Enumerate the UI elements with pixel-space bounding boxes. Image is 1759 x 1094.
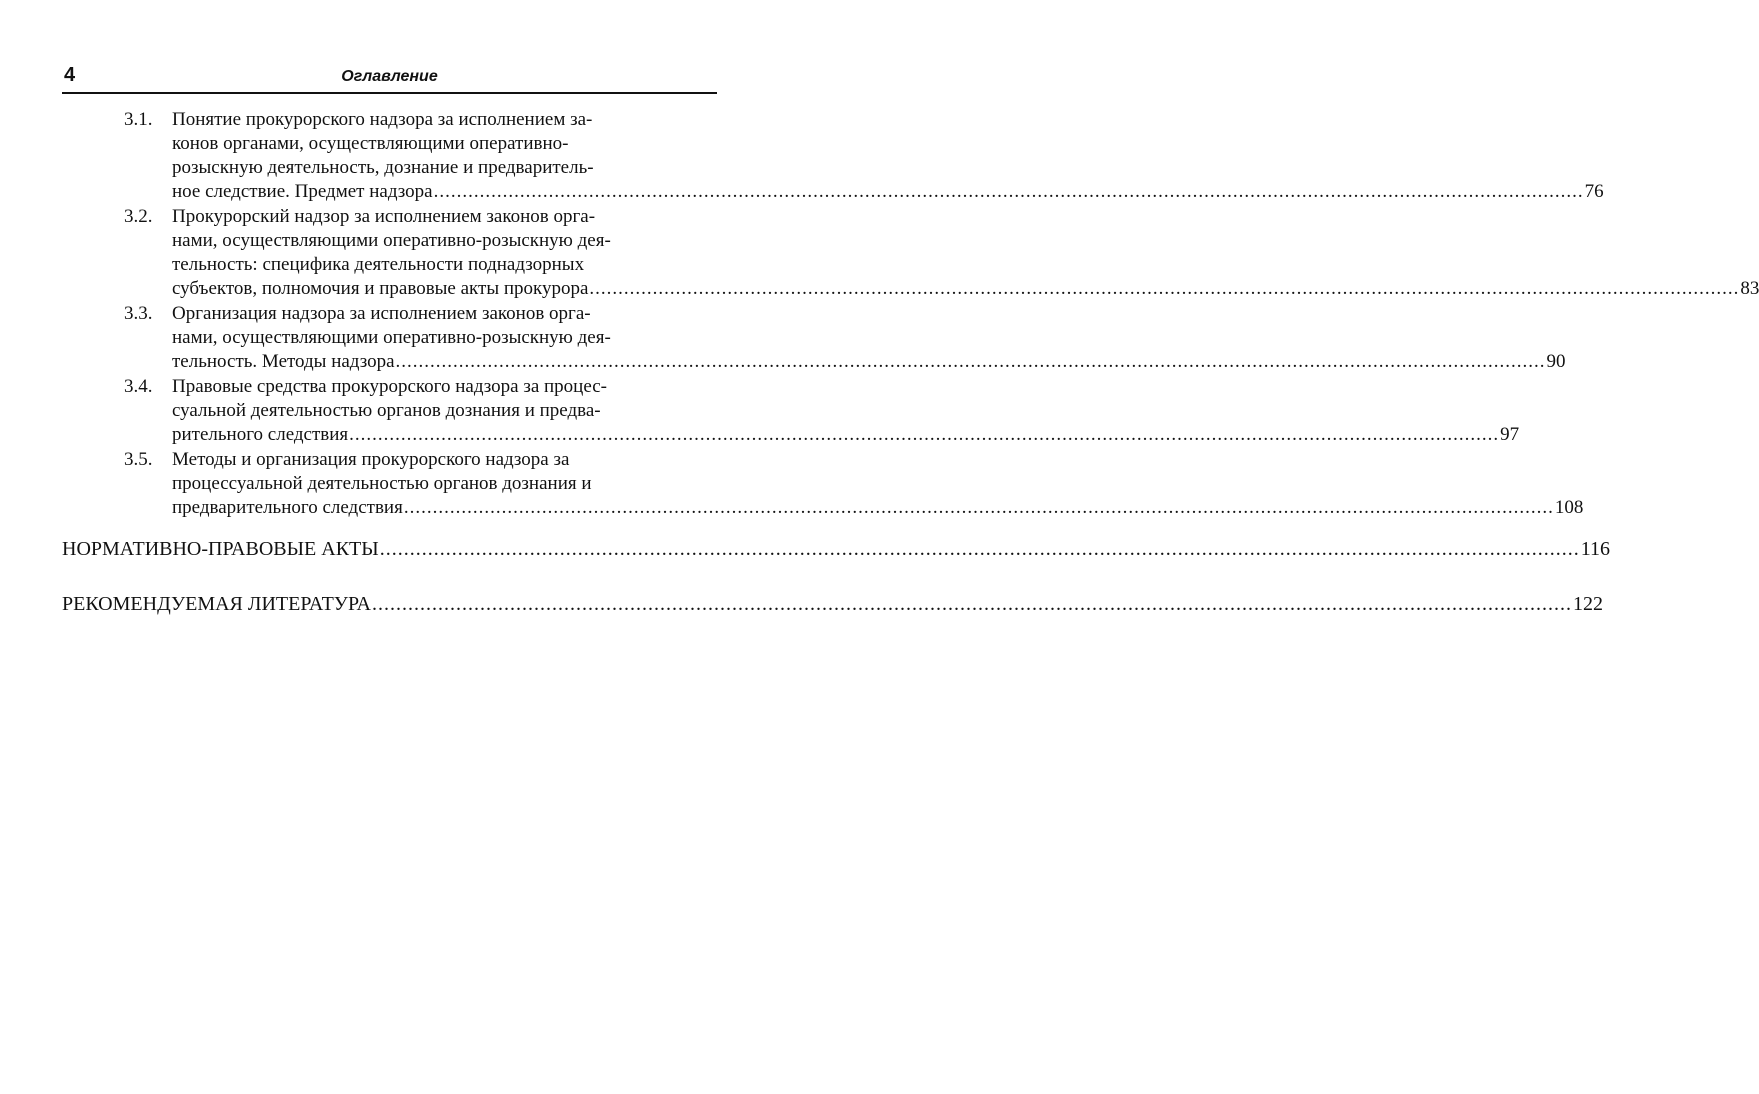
toc-entry-3-5 (62, 448, 1584, 520)
toc-entry-number: 3.3. (124, 303, 153, 324)
toc-entry-number: 3.5. (124, 449, 153, 470)
toc-page-number: 122 (1572, 593, 1603, 615)
toc-entry-line: Методы и организация прокурорского надзора за (172, 449, 570, 470)
dot-leader: ........................................................................................................................................................................................................ (403, 497, 1554, 518)
toc-entry-title (172, 448, 1584, 520)
dot-leader: ........................................................................................................................................................................................................ (371, 593, 1572, 615)
toc-entry-last-line (172, 277, 1759, 301)
dot-leader: ........................................................................................................................................................................................................ (433, 181, 1584, 202)
toc-entry-recommended-literature (62, 591, 1603, 617)
toc-entry-last-line (172, 180, 1604, 204)
page-number: 4 (64, 64, 76, 86)
dot-leader: ........................................................................................................................................................................................................ (349, 424, 1500, 445)
toc-entry-number: 3.4. (124, 376, 153, 397)
toc-entry-line: предварительного следствия (172, 497, 403, 518)
toc-entry-3-3 (62, 302, 1566, 374)
toc-entry-line: суальной деятельностью органов дознания и предва- (172, 400, 601, 421)
toc-entry-line: рительного следствия (172, 424, 349, 445)
toc-entry-normative-acts (62, 536, 1610, 562)
toc-entry-last-line (172, 423, 1520, 447)
toc-entry-line: ное следствие. Предмет надзора (172, 181, 433, 202)
toc-entry-title (172, 302, 1566, 374)
toc-entry-line: Организация надзора за исполнением законов орга- (172, 303, 591, 324)
toc-entry-line: субъектов, полномочия и правовые акты прокурора (172, 278, 589, 299)
toc-entry-title (172, 108, 1604, 204)
page-header (62, 62, 717, 94)
toc-entry-3-2 (62, 205, 1759, 301)
running-title: Оглавление (341, 68, 438, 85)
dot-leader: ........................................................................................................................................................................................................ (379, 538, 1580, 560)
toc-page-number: 76 (1584, 181, 1604, 202)
toc-page-number: 116 (1580, 538, 1610, 560)
toc-entry-last-line (172, 496, 1584, 520)
toc-entry-3-4 (62, 375, 1520, 447)
toc-entry-line: тельность: специфика деятельности поднадзорных (172, 254, 585, 275)
toc-entry-line: конов органами, осуществляющими оперативно- (172, 133, 569, 154)
dot-leader: ........................................................................................................................................................................................................ (589, 278, 1740, 299)
toc-entry-3-1 (62, 108, 1604, 204)
toc-entry-line: розыскную деятельность, дознание и предваритель- (172, 157, 594, 178)
toc-entry-line: нами, осуществляющими оперативно-розыскную дея- (172, 230, 611, 251)
toc-page-number: 90 (1546, 351, 1566, 372)
toc-entry-number: 3.1. (124, 109, 153, 130)
toc-entry-title (172, 205, 1759, 301)
toc-entry-line: Понятие прокурорского надзора за исполнением за- (172, 109, 593, 130)
toc-page-number: 83 (1740, 278, 1759, 299)
toc-page-number: 97 (1500, 424, 1520, 445)
toc-entry-title (172, 375, 1520, 447)
table-of-contents (62, 108, 1759, 617)
toc-entry-title: НОРМАТИВНО-ПРАВОВЫЕ АКТЫ (62, 538, 379, 560)
toc-entry-line: нами, осуществляющими оперативно-розыскную дея- (172, 327, 611, 348)
toc-entry-line: Правовые средства прокурорского надзора за процес- (172, 376, 608, 397)
toc-entry-line: процессуальной деятельностью органов дознания и (172, 473, 592, 494)
dot-leader: ........................................................................................................................................................................................................ (395, 351, 1546, 372)
toc-entry-number: 3.2. (124, 206, 153, 227)
toc-entry-last-line (172, 350, 1566, 374)
toc-entry-line: тельность. Методы надзора (172, 351, 395, 372)
toc-entry-title: РЕКОМЕНДУЕМАЯ ЛИТЕРАТУРА (62, 593, 371, 615)
toc-entry-line: Прокурорский надзор за исполнением законов орга- (172, 206, 596, 227)
toc-page-number: 108 (1554, 497, 1584, 518)
